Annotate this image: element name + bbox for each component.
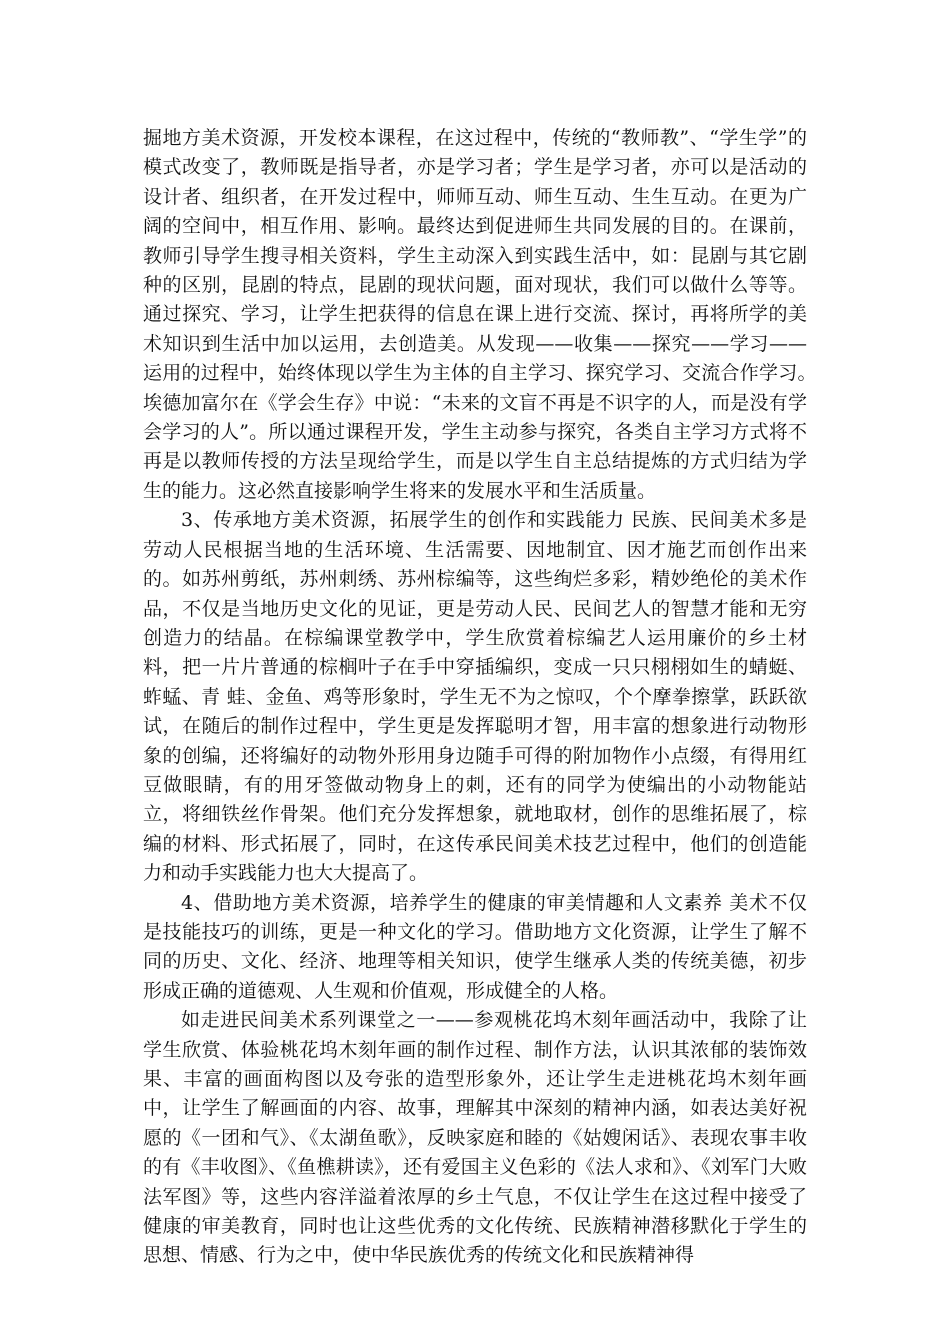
paragraph-2: 3、传承地方美术资源，拓展学生的创作和实践能力 民族、民间美术多是劳动人民根据当地的生活环境、生活需要、因地制宜、因才施艺而创作出来的。如苏州剪纸，苏州刺绣、苏州棕编等，这些绚烂多彩，精妙绝伦的美术作品，不仅是当地历史文化的见证，更是劳动人民、民间艺人的智慧才能和无穷创造力的结晶。在棕编课堂教学中，学生欣赏着棕编艺人运用廉价的乡土材料，把一片片普通的棕榈叶子在手中穿插编织，变成一只只栩栩如生的蜻蜓、蚱蜢、青 蛙、金鱼、鸡等形象时，学生无不为之惊叹，个个摩拳擦掌，跃跃欲试，在随后的制作过程中，学生更是发挥聪明才智，用丰富的想象进行动物形象的创编，还将编好的动物外形用身边随手可得的附加物作小点缀，有得用红豆做眼睛，有的用牙签做动物身上的刺，还有的同学为使编出的小动物能站立，将细铁丝作骨架。他们充分发挥想象，就地取材，创作的思维拓展了，棕编的材料、形式拓展了，同时，在这传承民间美术技艺过程中，他们的创造能力和动手实践能力也大大提高了。 [143, 509, 807, 885]
paragraph-1: 掘地方美术资源，开发校本课程，在这过程中，传统的“教师教”、“学生学”的模式改变了，教师既是指导者，亦是学习者；学生是学习者，亦可以是活动的设计者、组织者，在开发过程中，师师互动、师生互动、生生互动。在更为广阔的空间中，相互作用、影响。最终达到促进师生共同发展的目的。在课前，教师引导学生搜寻相关资料，学生主动深入到实践生活中，如：昆剧与其它剧种的区别，昆剧的特点，昆剧的现状问题，面对现状，我们可以做什么等等。通过探究、学习，让学生把获得的信息在课上进行交流、探讨，再将所学的美术知识到生活中加以运用，去创造美。从发现——收集——探究——学习——运用的过程中，始终体现以学生为主体的自主学习、探究学习、交流合作学习。 埃德加富尔在《学会生存》中说：“未来的文盲不再是不识字的人，而是没有学会学习的人”。所以通过课程开发，学生主动参与探究，各类自主学习方式将不再是以教师传授的方法呈现给学生，而是以学生自主总结提炼的方式归结为学生的能力。这必然直接影响学生将来的发展水平和生活质量。 [143, 127, 846, 502]
body-text [143, 124, 846, 1271]
paragraph-3: 4、借助地方美术资源，培养学生的健康的审美情趣和人文素养 美术不仅是技能技巧的训练，更是一种文化的学习。借助地方文化资源，让学生了解不同的历史、文化、经济、地理等相关知识，使学生继承人类的传统美德，初步形成正确的道德观、人生观和价值观，形成健全的人格。 [143, 891, 807, 1002]
paragraph-4: 如走进民间美术系列课堂之一——参观桃花坞木刻年画活动中，我除了让学生欣赏、体验桃花坞木刻年画的制作过程、制作方法，认识其浓郁的装饰效果、丰富的画面构图以及夸张的造型形象外，还让学生走进桃花坞木刻年画中，让学生了解画面的内容、故事，理解其中深刻的精神内涵，如表达美好祝愿的《一团和气》、《太湖鱼歌》，反映家庭和睦的《姑嫂闲话》、表现农事丰收的有《丰收图》、《鱼樵耕读》，还有爱国主义色彩的《法人求和》、《刘军门大败法军图》等，这些内容洋溢着浓厚的乡土气息，不仅让学生在这过程中接受了健康的审美教育，同时也让这些优秀的文化传统、民族精神潜移默化于学生的思想、情感、行为之中，使中华民族优秀的传统文化和民族精神得 [143, 1009, 807, 1267]
